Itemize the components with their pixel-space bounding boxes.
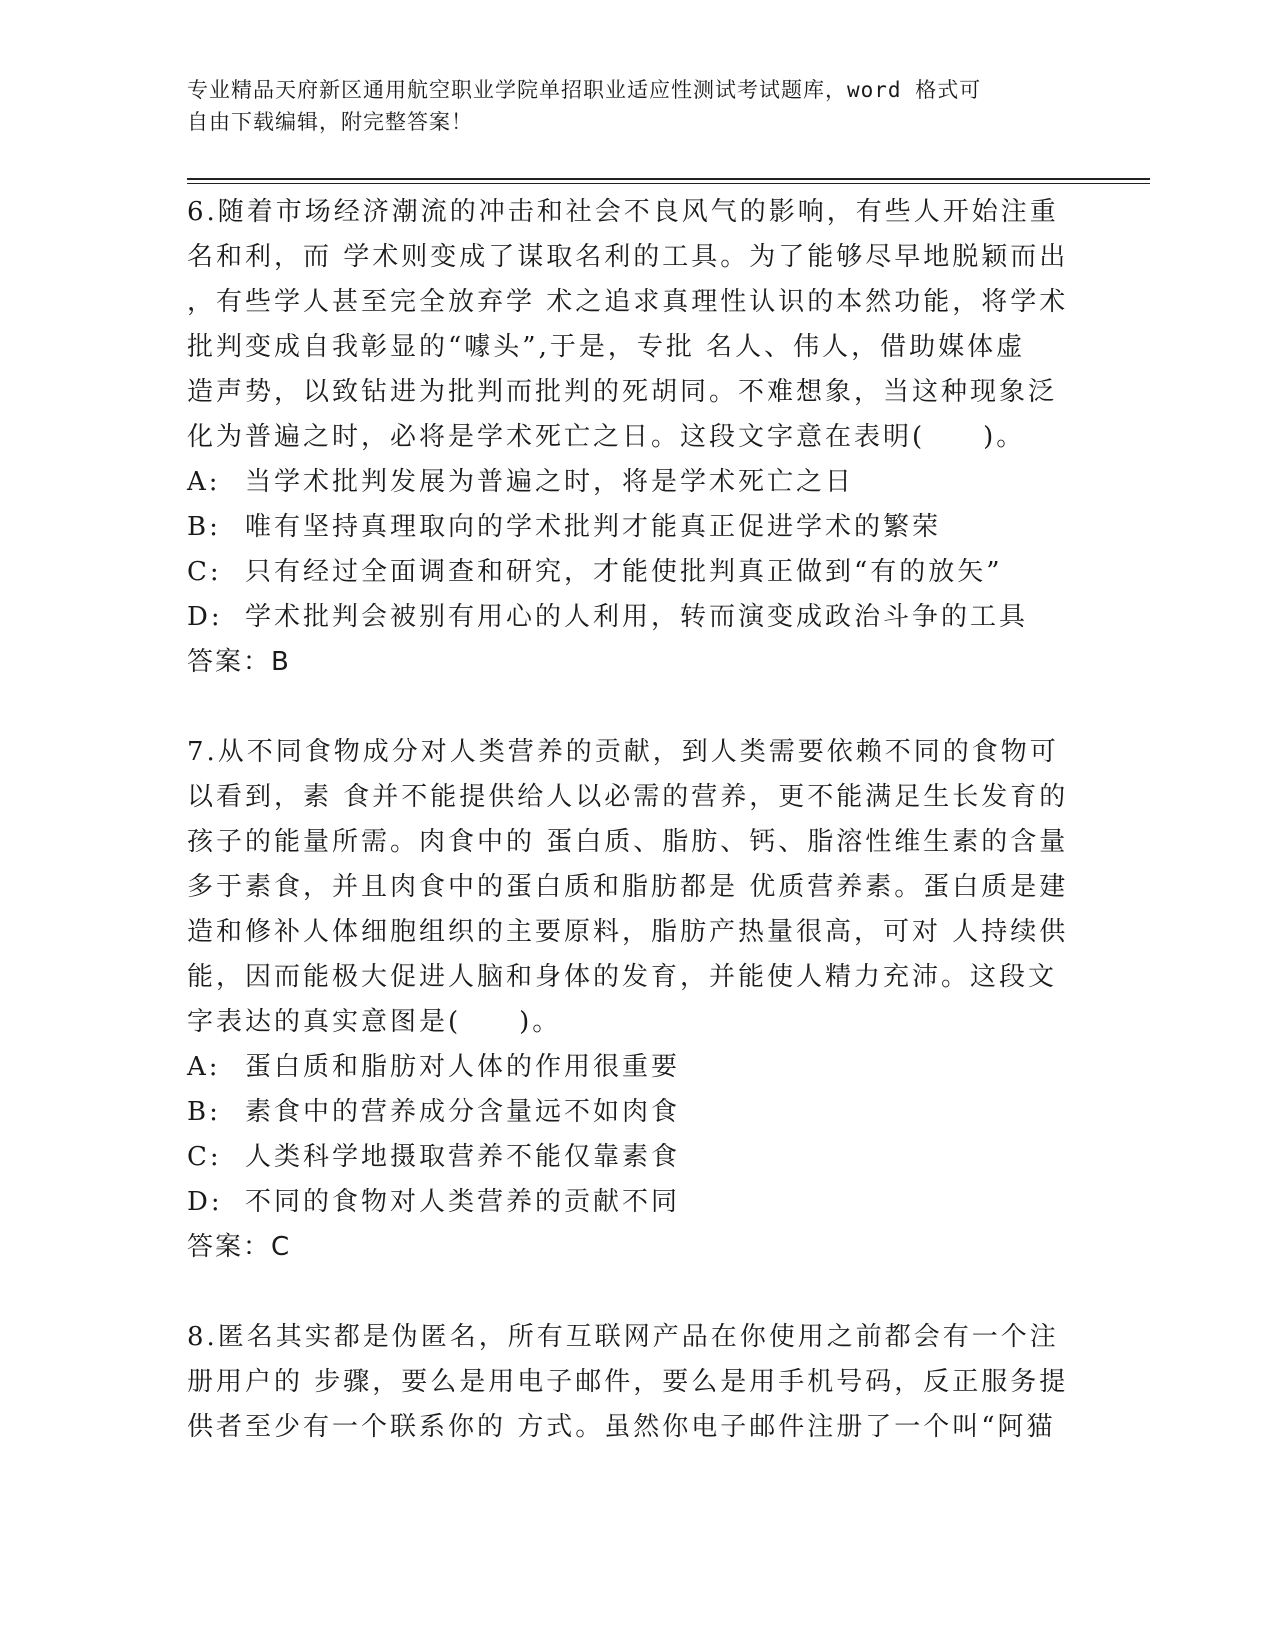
option-c xyxy=(187,550,1087,595)
option-text: 人类科学地摄取营养不能仅靠素食 xyxy=(245,1142,681,1172)
stem-line: 批判变成自我彰显的“噱头”,于是，专批 名人、伟人，借助媒体虚 xyxy=(187,332,1026,362)
stem-line: ，有些学人甚至完全放弃学 术之追求真理性认识的本然功能，将学术 xyxy=(187,287,1069,317)
stem-line: 7.从不同食物成分对人类营养的贡献，到人类需要依赖不同的食物可 xyxy=(187,737,1059,767)
stem-line: 造声势，以致钻进为批判而批判的死胡同。不难想象，当这种现象泛 xyxy=(187,377,1058,407)
header-line-2: 自由下载编辑，附完整答案！ xyxy=(187,110,473,134)
question-spacer xyxy=(187,1270,1087,1315)
answer-label: 答案：B xyxy=(187,647,291,677)
stem-line: 以看到，素 食并不能提供给人以必需的营养，更不能满足生长发育的 xyxy=(187,782,1069,812)
question-stem xyxy=(187,190,1087,460)
header-divider-thin xyxy=(187,183,1150,184)
option-d xyxy=(187,1180,1087,1225)
option-text: 当学术批判发展为普遍之时，将是学术死亡之日 xyxy=(245,467,855,497)
stem-line: 名和利，而 学术则变成了谋取名利的工具。为了能够尽早地脱颖而出 xyxy=(187,242,1069,272)
option-text: 素食中的营养成分含量远不如肉食 xyxy=(245,1097,681,1127)
header-line-1: 专业精品天府新区通用航空职业学院单招职业适应性测试考试题库，word 格式可 xyxy=(187,78,982,102)
question-7 xyxy=(187,730,1087,1270)
question-8 xyxy=(187,1315,1087,1450)
option-text: 唯有坚持真理取向的学术批判才能真正促进学术的繁荣 xyxy=(245,512,942,542)
option-a xyxy=(187,460,1087,505)
option-text: 学术批判会被别有用心的人利用，转而演变成政治斗争的工具 xyxy=(245,602,1029,632)
option-c xyxy=(187,1135,1087,1180)
option-a xyxy=(187,1045,1087,1090)
option-text: 不同的食物对人类营养的贡献不同 xyxy=(245,1187,681,1217)
stem-line: 8.匿名其实都是伪匿名，所有互联网产品在你使用之前都会有一个注 xyxy=(187,1322,1059,1352)
question-stem xyxy=(187,1315,1087,1450)
option-key: C: xyxy=(187,557,222,587)
option-key: D: xyxy=(187,1187,223,1217)
option-text: 只有经过全面调查和研究，才能使批判真正做到“有的放矢” xyxy=(245,557,1003,587)
option-key: B: xyxy=(187,1097,221,1127)
option-b xyxy=(187,505,1087,550)
stem-line: 字表达的真实意图是( )。 xyxy=(187,1007,562,1037)
header-divider xyxy=(187,178,1150,180)
stem-line: 册用户的 步骤，要么是用电子邮件，要么是用手机号码，反正服务提 xyxy=(187,1367,1069,1397)
option-key: B: xyxy=(187,512,221,542)
option-d xyxy=(187,595,1087,640)
stem-line: 孩子的能量所需。肉食中的 蛋白质、脂肪、钙、脂溶性维生素的含量 xyxy=(187,827,1069,857)
stem-line: 能，因而能极大促进人脑和身体的发育，并能使人精力充沛。这段文 xyxy=(187,962,1058,992)
stem-line: 化为普遍之时，必将是学术死亡之日。这段文字意在表明( )。 xyxy=(187,422,1026,452)
stem-line: 造和修补人体细胞组织的主要原料，脂肪产热量很高，可对 人持续供 xyxy=(187,917,1069,947)
option-key: A: xyxy=(187,467,221,497)
question-spacer xyxy=(187,685,1087,730)
option-b xyxy=(187,1090,1087,1135)
option-key: A: xyxy=(187,1052,221,1082)
stem-line: 供者至少有一个联系你的 方式。虽然你电子邮件注册了一个叫“阿猫 xyxy=(187,1412,1056,1442)
stem-line: 多于素食，并且肉食中的蛋白质和脂肪都是 优质营养素。蛋白质是建 xyxy=(187,872,1069,902)
question-6 xyxy=(187,190,1087,685)
option-key: D: xyxy=(187,602,223,632)
page-header xyxy=(187,74,1087,138)
option-key: C: xyxy=(187,1142,222,1172)
question-list xyxy=(187,190,1087,1450)
answer-label: 答案：C xyxy=(187,1232,292,1262)
option-text: 蛋白质和脂肪对人体的作用很重要 xyxy=(245,1052,681,1082)
question-stem xyxy=(187,730,1087,1045)
stem-line: 6.随着市场经济潮流的冲击和社会不良风气的影响，有些人开始注重 xyxy=(187,197,1059,227)
